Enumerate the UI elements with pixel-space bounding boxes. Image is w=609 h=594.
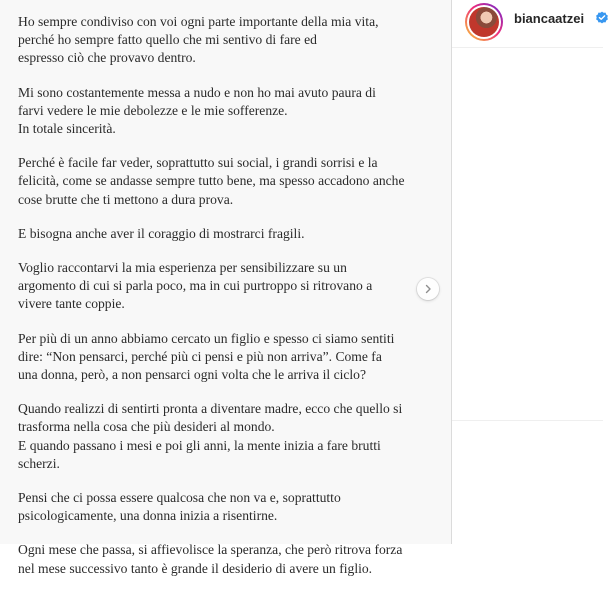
username-link[interactable]: biancaatzei (514, 11, 585, 26)
verified-badge-icon (595, 11, 609, 25)
avatar (469, 7, 499, 37)
paragraph-6: Per più di un anno abbiamo cercato un figlio e spesso ci siamo sentiti dire: “Non pensarci, perché più ci pensi e più non arriva”. Come fa una donna, però, a non pensarci ogni volta che le arriva il ciclo? (18, 330, 395, 383)
paragraph-7: Quando realizzi di sentirti pronta a diventare madre, ecco che quello si trasforma nella cosa che più desideri al mondo. E quando passano i mesi e poi gli anni, la mente inizia a fare brutti scherzi. (18, 401, 403, 471)
paragraph-5: Voglio raccontarvi la mia esperienza per sensibilizzare su un argomento di cui si parla poco, ma in cui purtroppo si ritrovano a vivere tante coppie. (18, 260, 373, 312)
paragraph-1: Ho sempre condiviso con voi ogni parte importante della mia vita, perché ho sempre fatto quello che mi sentivo di fare ed espresso ciò che provavo dentro. (18, 14, 379, 66)
post-header (452, 0, 603, 48)
avatar-story-ring[interactable] (465, 3, 503, 41)
paragraph-4: E bisogna anche aver il coraggio di mostrarci fragili. (18, 225, 305, 241)
paragraph-9: Ogni mese che passa, si affievolisce la speranza, che però ritrova forza nel mese successivo tanto è grande il desiderio di avere un figlio. (18, 542, 403, 576)
post-text (18, 13, 438, 594)
next-slide-button[interactable] (417, 278, 439, 300)
paragraph-2: Mi sono costantemente messa a nudo e non ho mai avuto paura di farvi vedere le mie debolezze e le mie sofferenze. In totale sincerità. (18, 84, 376, 137)
paragraph-8: Pensi che ci possa essere qualcosa che non va e, soprattutto psicologicamente, una donna inizia a risentirne. (18, 490, 341, 524)
post-sidebar (452, 0, 603, 544)
paragraph-3: Perché è facile far veder, soprattutto sui social, i grandi sorrisi e la felicità, come se andasse sempre tutto bene, ma spesso accadono anche cose brutte che ti mettono a dura prova. (18, 155, 405, 207)
chevron-right-icon (423, 284, 433, 294)
sidebar-divider (452, 420, 603, 421)
